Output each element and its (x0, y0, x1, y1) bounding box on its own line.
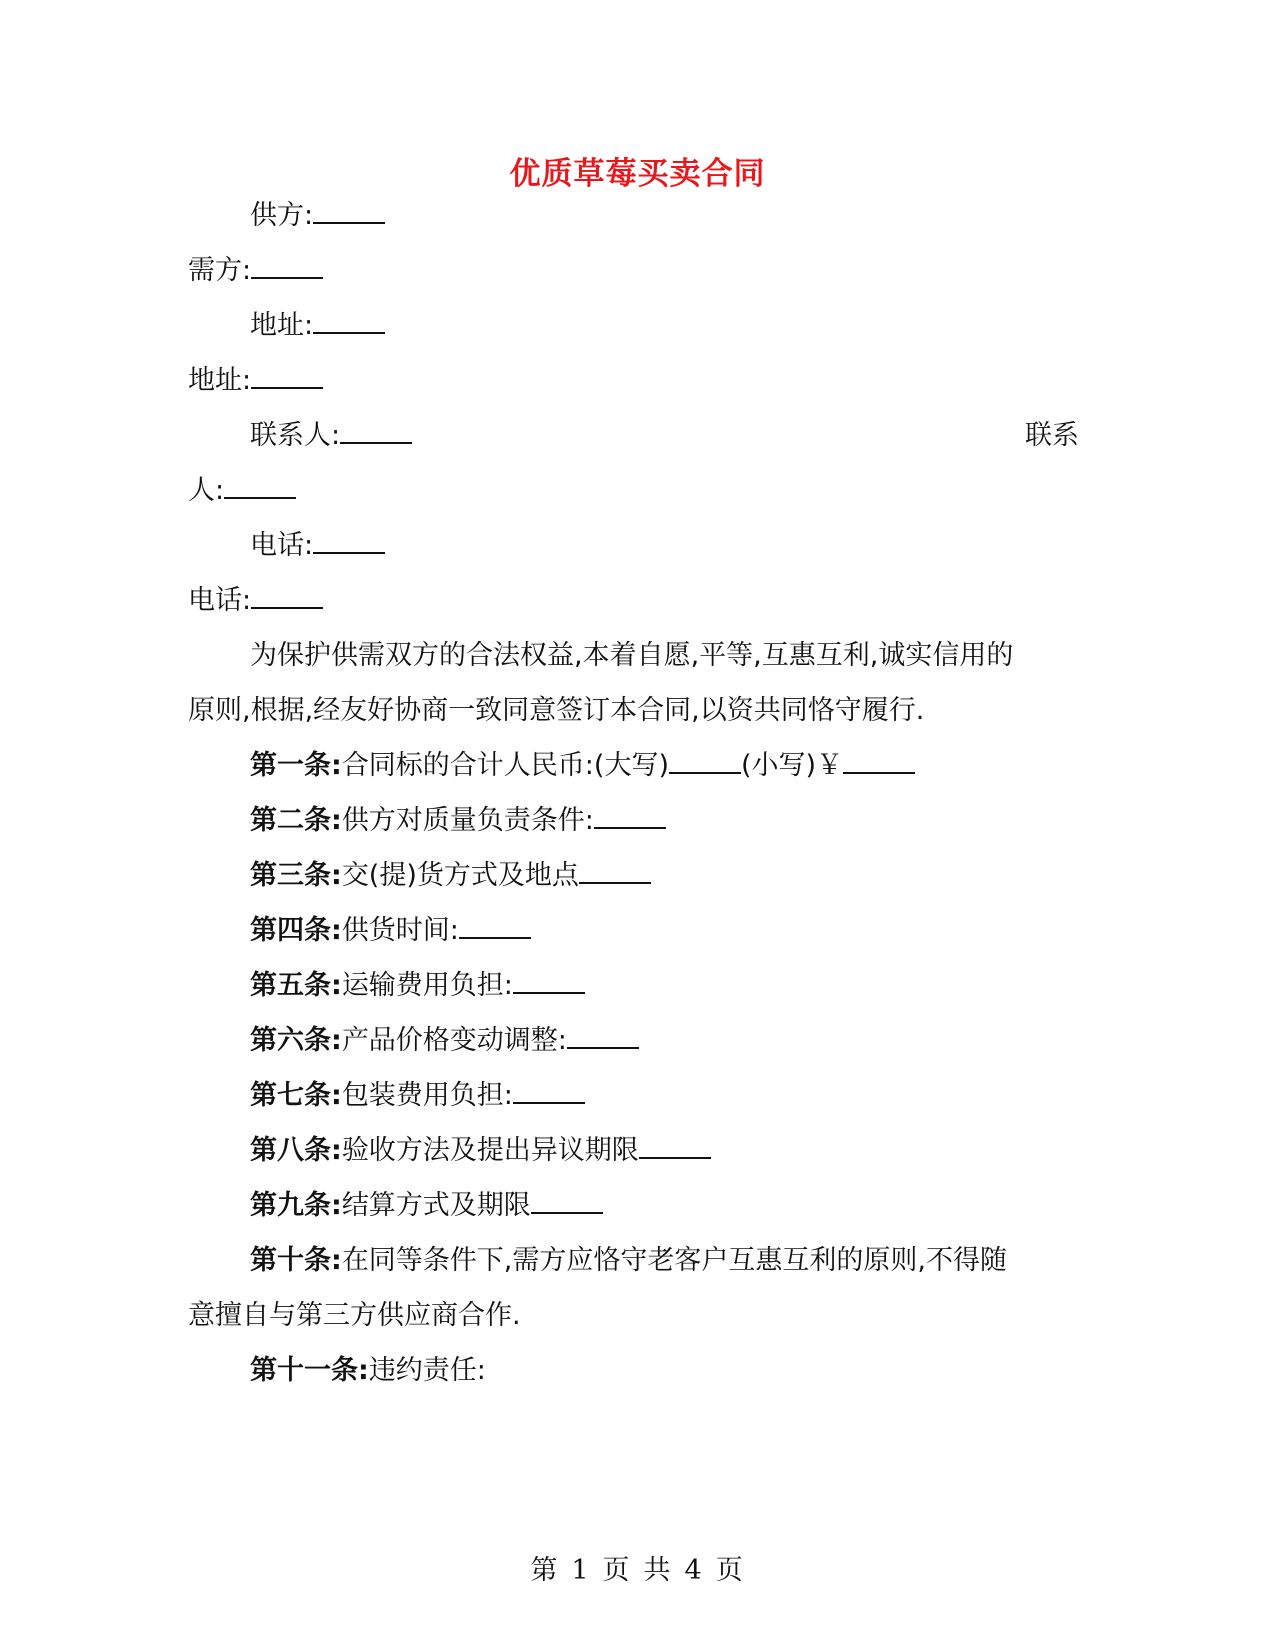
article-1-mid: (小写)￥ (740, 750, 844, 781)
supplier-phone-blank[interactable] (313, 526, 385, 554)
article-7-label: 第七条: (250, 1080, 342, 1111)
supplier-contact-line (250, 416, 412, 456)
supplier-address-line (250, 306, 385, 346)
buyer-address-blank[interactable] (251, 361, 323, 389)
article-5-text: 运输费用负担: (341, 970, 513, 1001)
article-11-text: 违约责任: (368, 1355, 486, 1386)
article-7-blank[interactable] (513, 1076, 585, 1104)
article-1-blank-lower[interactable] (843, 746, 915, 774)
article-6-label: 第六条: (250, 1025, 342, 1056)
article-2 (250, 801, 666, 841)
article-11 (250, 1351, 486, 1391)
footer-page-word: 第 (530, 1555, 560, 1586)
article-1-blank-upper[interactable] (669, 746, 741, 774)
article-5-label: 第五条: (250, 970, 342, 1001)
buyer-phone-blank[interactable] (251, 581, 323, 609)
article-9-text: 结算方式及期限 (341, 1190, 531, 1221)
article-10-text: 在同等条件下,需方应恪守老客户互惠互利的原则,不得随 (341, 1245, 1007, 1276)
buyer-address-line (188, 361, 323, 401)
article-1 (250, 746, 915, 786)
buyer-contact-label-part1: 联系 (1025, 420, 1079, 451)
article-4-blank[interactable] (459, 911, 531, 939)
article-3 (250, 856, 651, 896)
footer-total-word: 共 (643, 1555, 673, 1586)
article-2-blank[interactable] (594, 801, 666, 829)
footer-total-unit: 页 (715, 1555, 745, 1586)
page-footer (0, 1548, 1275, 1587)
supplier-contact-blank[interactable] (340, 416, 412, 444)
article-8-label: 第八条: (250, 1135, 342, 1166)
supplier-contact-label: 联系人: (250, 420, 341, 451)
article-1-label: 第一条: (250, 750, 342, 781)
article-10 (250, 1241, 1007, 1281)
article-8 (250, 1131, 711, 1171)
article-6 (250, 1021, 639, 1061)
article-3-text: 交(提)货方式及地点 (341, 860, 579, 891)
intro-line-1: 为保护供需双方的合法权益,本着自愿,平等,互惠互利,诚实信用的 (250, 640, 1014, 671)
article-6-text: 产品价格变动调整: (341, 1025, 567, 1056)
buyer-contact-blank[interactable] (224, 471, 296, 499)
article-1-text: 合同标的合计人民币:(大写) (341, 750, 669, 781)
intro-line-2: 原则,根据,经友好协商一致同意签订本合同,以资共同恪守履行. (188, 695, 925, 726)
article-7 (250, 1076, 585, 1116)
article-10-label: 第十条: (250, 1245, 342, 1276)
article-9-blank[interactable] (531, 1186, 603, 1214)
article-4 (250, 911, 531, 951)
article-4-label: 第四条: (250, 915, 342, 946)
supplier-address-label: 地址: (250, 310, 314, 341)
supplier-phone-line (250, 526, 385, 566)
article-9 (250, 1186, 603, 1226)
article-11-label: 第十一条: (250, 1355, 369, 1386)
article-5-blank[interactable] (513, 966, 585, 994)
article-3-blank[interactable] (579, 856, 651, 884)
buyer-phone-line (188, 581, 323, 621)
buyer-contact-line (188, 471, 296, 511)
footer-page-unit: 页 (602, 1555, 632, 1586)
supplier-line (250, 196, 385, 236)
article-10-continuation: 意擅自与第三方供应商合作. (188, 1300, 521, 1331)
supplier-blank[interactable] (313, 196, 385, 224)
footer-page-num: 1 (571, 1555, 591, 1586)
buyer-line (188, 251, 323, 291)
supplier-address-blank[interactable] (313, 306, 385, 334)
supplier-label: 供方: (250, 200, 314, 231)
article-6-blank[interactable] (567, 1021, 639, 1049)
article-5 (250, 966, 585, 1006)
article-8-text: 验收方法及提出异议期限 (341, 1135, 639, 1166)
article-4-text: 供货时间: (341, 915, 459, 946)
buyer-label: 需方: (188, 255, 252, 286)
document-title: 优质草莓买卖合同 (509, 156, 766, 192)
buyer-phone-label: 电话: (188, 585, 252, 616)
buyer-blank[interactable] (251, 251, 323, 279)
article-2-text: 供方对质量负责条件: (341, 805, 594, 836)
article-8-blank[interactable] (639, 1131, 711, 1159)
article-9-label: 第九条: (250, 1190, 342, 1221)
supplier-phone-label: 电话: (250, 530, 314, 561)
footer-total-num: 4 (684, 1555, 704, 1586)
article-3-label: 第三条: (250, 860, 342, 891)
article-7-text: 包装费用负担: (341, 1080, 513, 1111)
buyer-contact-label-part2: 人: (188, 475, 225, 506)
article-2-label: 第二条: (250, 805, 342, 836)
buyer-address-label: 地址: (188, 365, 252, 396)
